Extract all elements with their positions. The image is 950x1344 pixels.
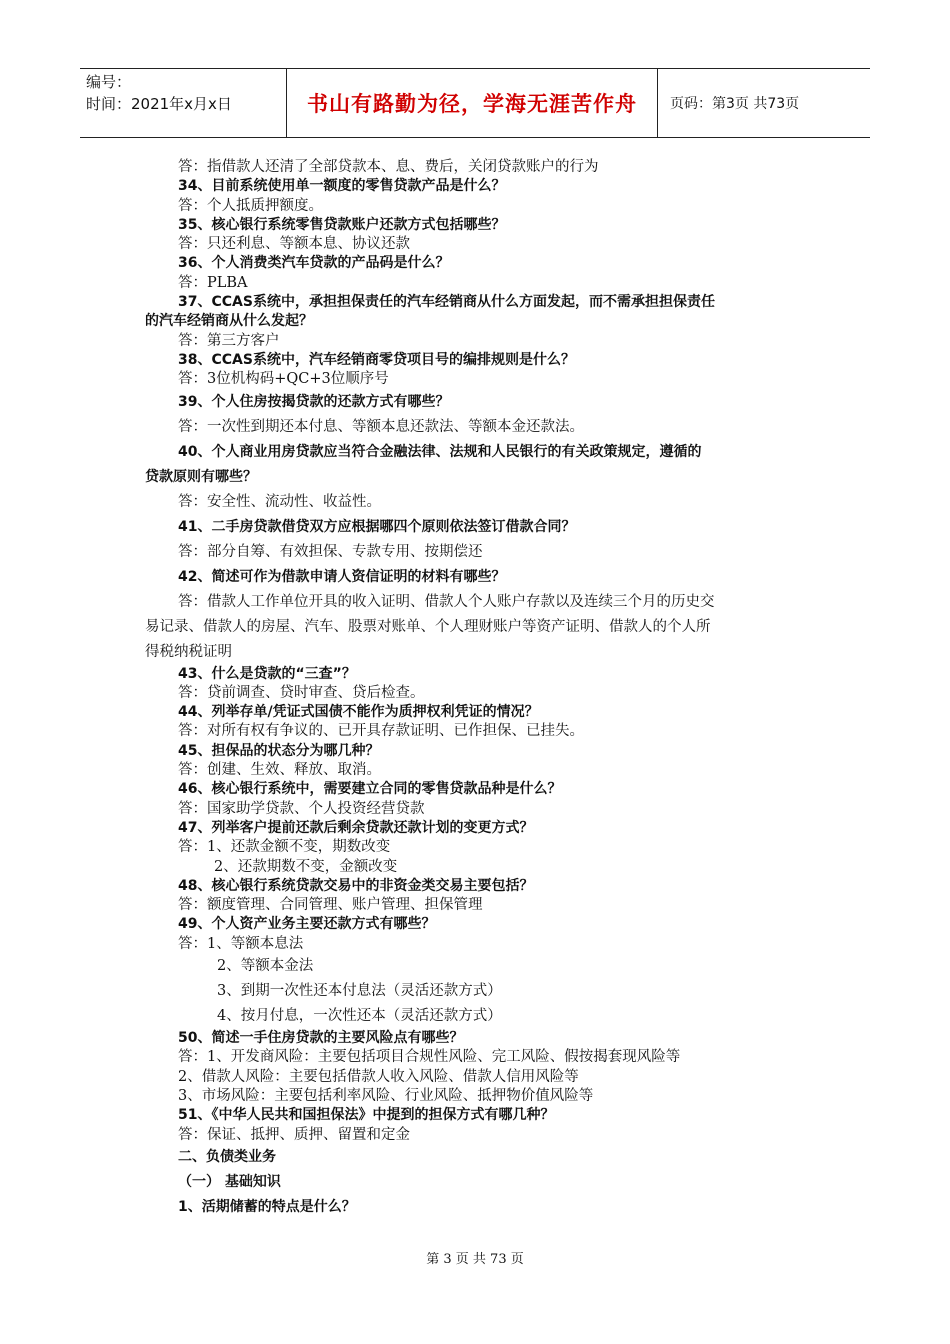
question-line: 40、个人商业用房贷款应当符合金融法律、法规和人民银行的有关政策规定，遵循的 <box>178 443 702 460</box>
answer-line: 答：对所有权有争议的、已开具存款证明、已作担保、已挂失。 <box>178 723 584 740</box>
question-line-cont: 的汽车经销商从什么发起？ <box>145 313 313 330</box>
section-heading: 二、负债类业务 <box>178 1148 276 1165</box>
answer-line: 答：PLBA <box>178 274 248 291</box>
subsection-heading: （一） 基础知识 <box>178 1173 281 1190</box>
question-line: 43、什么是贷款的“三查”？ <box>178 665 356 682</box>
doc-number-label: 编号： <box>86 73 132 91</box>
answer-line: 答：1、等额本息法 <box>178 935 304 952</box>
answer-line: 答：国家助学贷款、个人投资经营贷款 <box>178 800 425 817</box>
answer-line: 答：安全性、流动性、收益性。 <box>178 493 381 510</box>
question-line: 48、核心银行系统贷款交易中的非资金类交易主要包括？ <box>178 877 534 894</box>
answer-line: 答：创建、生效、释放、取消。 <box>178 762 381 779</box>
answer-line: 2、还款期数不变，金额改变 <box>214 858 398 875</box>
answer-line: 2、借款人风险：主要包括借款人收入风险、借款人信用风险等 <box>178 1068 579 1085</box>
question-line: 47、列举客户提前还款后剩余贷款还款计划的变更方式？ <box>178 819 534 836</box>
page-header <box>80 68 870 138</box>
question-line: 45、担保品的状态分为哪几种？ <box>178 742 380 759</box>
answer-line: 答：第三方客户 <box>178 332 280 349</box>
date-line: 时间：2021年x月x日 <box>86 95 232 113</box>
question-line: 1、活期储蓄的特点是什么？ <box>178 1198 356 1215</box>
answer-line: 答：1、还款金额不变，期数改变 <box>178 839 391 856</box>
question-line: 34、目前系统使用单一额度的零售贷款产品是什么？ <box>178 178 506 195</box>
question-line: 39、个人住房按揭贷款的还款方式有哪些？ <box>178 393 450 410</box>
answer-line: 3、到期一次性还本付息法（灵活还款方式） <box>217 983 502 1000</box>
question-line: 51、《中华人民共和国担保法》中提到的担保方式有哪几种？ <box>178 1107 555 1124</box>
answer-line: 答：部分自筹、有效担保、专款专用、按期偿还 <box>178 543 483 560</box>
page-footer: 第 3 页 共 73 页 <box>426 1252 524 1267</box>
answer-line: 答：借款人工作单位开具的收入证明、借款人个人账户存款以及连续三个月的历史交 <box>178 593 715 610</box>
answer-line: 答：1、开发商风险：主要包括项目合规性风险、完工风险、假按揭套现风险等 <box>178 1049 681 1066</box>
answer-line: 2、等额本金法 <box>217 958 314 975</box>
question-line: 44、列举存单/凭证式国债不能作为质押权利凭证的情况？ <box>178 704 539 721</box>
answer-line-cont: 易记录、借款人的房屋、汽车、股票对账单、个人理财账户等资产证明、借款人的个人所 <box>145 618 711 635</box>
answer-line: 4、按月付息，一次性还本（灵活还款方式） <box>217 1008 502 1025</box>
question-line: 36、个人消费类汽车贷款的产品码是什么？ <box>178 255 450 272</box>
answer-line: 答：一次性到期还本付息、等额本息还款法、等额本金还款法。 <box>178 418 584 435</box>
motto-text: 书山有路勤为径，学海无涯苦作舟 <box>307 92 637 116</box>
answer-line: 答：指借款人还清了全部贷款本、息、费后，关闭贷款账户的行为 <box>178 159 599 175</box>
question-line: 35、核心银行系统零售贷款账户还款方式包括哪些？ <box>178 216 506 233</box>
page-info: 页码：第3页 共73页 <box>670 96 800 112</box>
question-line: 50、简述一手住房贷款的主要风险点有哪些？ <box>178 1030 464 1047</box>
header-right-cell <box>658 69 870 137</box>
question-line: 37、CCAS系统中，承担担保责任的汽车经销商从什么方面发起，而不需承担担保责任 <box>178 294 715 311</box>
question-line: 49、个人资产业务主要还款方式有哪些？ <box>178 916 436 933</box>
question-line: 46、核心银行系统中，需要建立合同的零售贷款品种是什么？ <box>178 781 562 798</box>
answer-line-cont: 得税纳税证明 <box>145 643 232 660</box>
question-line: 38、CCAS系统中，汽车经销商零贷项目号的编排规则是什么？ <box>178 351 575 368</box>
header-middle-cell <box>286 69 658 137</box>
header-left-cell <box>80 69 286 137</box>
answer-line: 3、市场风险：主要包括利率风险、行业风险、抵押物价值风险等 <box>178 1087 594 1104</box>
answer-line: 答：个人抵质押额度。 <box>178 197 323 214</box>
answer-line: 答：额度管理、合同管理、账户管理、担保管理 <box>178 897 483 914</box>
question-line: 41、二手房贷款借贷双方应根据哪四个原则依法签订借款合同？ <box>178 518 576 535</box>
question-line-cont: 贷款原则有哪些？ <box>145 468 257 485</box>
answer-line: 答：保证、抵押、质押、留置和定金 <box>178 1126 410 1143</box>
question-line: 42、简述可作为借款申请人资信证明的材料有哪些？ <box>178 568 506 585</box>
answer-line: 答：贷前调查、贷时审查、贷后检查。 <box>178 684 425 701</box>
answer-line: 答：只还利息、等额本息、协议还款 <box>178 236 410 253</box>
answer-line: 答：3位机构码+QC+3位顺序号 <box>178 371 389 388</box>
document-body <box>145 158 815 1220</box>
